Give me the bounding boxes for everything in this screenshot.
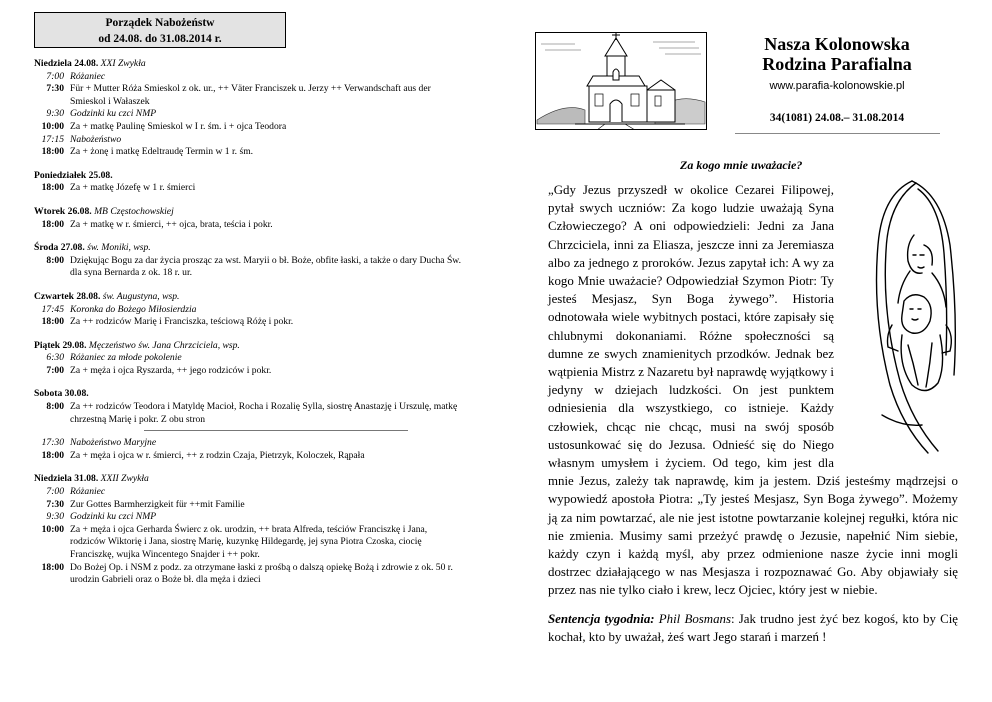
divider	[735, 133, 940, 134]
parish-title	[722, 34, 952, 74]
day-feast: św. Augustyna, wsp.	[102, 290, 180, 302]
schedule-header-title: Porządek Nabożeństw	[105, 17, 215, 29]
parish-url[interactable]: www.parafia-kolonowskie.pl	[769, 80, 905, 92]
mass-time: 18:00	[41, 146, 64, 158]
mass-entry	[34, 450, 464, 463]
mass-intention: Za + matkę Paulinę Smieskol w I r. śm. i + ojca Teodora	[70, 120, 287, 132]
sentence-of-week: Sentencja tygodnia: Phil Bosmans: Jak trudno jest żyć bez kogoś, kto by Cię kochał, kto by uważał, żeś wart Jego starań i marzeń !	[548, 611, 958, 644]
article-title: Za kogo mnie uważacie?	[680, 158, 803, 172]
mass-entry	[34, 316, 464, 329]
mass-intention: Za + męża i ojca Gerharda Świerc z ok. urodzin, ++ brata Alfreda, teściów Franciszkę i Jana, rodziców Wiktorię i Jana, siostrę Marię, kuzynkę Hildegardę, jej syna Piotra Czoska, ciocię Franciszkę, wujka Wincentego Snajder i ++ pokr.	[70, 523, 428, 560]
mass-intention: Za ++ rodziców Teodora i Matyldę Macioł, Rocha i Rozalię Sylla, siostrę Anastazję i Urszulę, matkę chrzestną Marię i pokr. Z obu stron	[70, 401, 458, 425]
day-heading	[34, 206, 464, 219]
day-heading	[34, 291, 464, 304]
day-feast: św. Moniki, wsp.	[87, 242, 151, 254]
mass-intention: Zur Gottes Barmherzigkeit für ++mit Familie	[70, 498, 245, 510]
mass-intention: Für + Mutter Róża Smieskol z ok. ur., ++ Väter Franciszek u. Jerzy ++ Verwandschaft aus der Smieskol i Wałaszek	[70, 83, 431, 107]
mass-time: 7:00	[46, 486, 64, 498]
mass-time: 6:30	[46, 352, 64, 364]
mass-intention: Nabożeństwo	[70, 133, 122, 145]
article-body-column	[548, 181, 958, 646]
mass-entry	[34, 511, 464, 524]
mass-time: 17:15	[41, 133, 64, 145]
parish-title-line2: Rodzina Parafialna	[762, 54, 912, 74]
day-date: Piątek 29.08.	[34, 339, 87, 351]
mass-intention: Za + żonę i matkę Edeltraudę Termin w 1 r. śm.	[70, 146, 254, 158]
mass-intention: Dziękując Bogu za dar życia prosząc za wst. Maryii o bł. Boże, obfite łaski, a także o dary Ducha Św. dla syna Bernarda z ok. 18 r. ur.	[70, 254, 461, 279]
mass-time: 18:00	[41, 316, 64, 328]
mass-intention: Nabożeństwo Maryjne	[70, 437, 157, 449]
mass-entry	[34, 304, 464, 317]
schedule-header-dates: od 24.08. do 31.08.2014 r.	[98, 33, 222, 45]
mass-time: 7:00	[46, 70, 64, 82]
mass-intention: Różaniec	[70, 70, 106, 82]
mass-intention: Za + matkę w r. śmierci, ++ ojca, brata, teścia i pokr.	[70, 218, 273, 230]
mass-time: 9:30	[46, 511, 64, 523]
sentence-text: : Jak trudno jest żyć bez kogoś, kto by Cię kochał, kto by uważał, żeś wart Jego starań i marzeń !	[548, 611, 958, 644]
mass-time: 7:00	[46, 364, 64, 376]
day-feast: MB Częstochowskiej	[94, 205, 174, 217]
mass-entry	[34, 108, 464, 121]
day-heading	[34, 388, 464, 401]
madonna-illustration	[842, 175, 962, 457]
schedule-day	[34, 388, 464, 462]
mass-intention: Koronka do Bożego Miłosierdzia	[70, 303, 197, 315]
mass-time: 17:30	[41, 437, 64, 449]
mass-time: 10:00	[41, 120, 64, 132]
mass-schedule	[34, 58, 464, 598]
mass-entry	[34, 524, 464, 562]
mass-time: 7:30	[46, 498, 64, 510]
mass-entry	[34, 219, 464, 232]
day-feast: XXII Zwykła	[100, 473, 149, 485]
issue-number: 34(1081) 24.08.– 31.08.2014	[769, 112, 905, 124]
mass-intention: Za ++ rodziców Marię i Franciszka, teściową Różę i pokr.	[70, 316, 294, 328]
schedule-day	[34, 291, 464, 329]
mass-time: 10:00	[41, 523, 64, 535]
mass-entry	[34, 401, 464, 426]
schedule-day	[34, 340, 464, 378]
day-heading	[34, 242, 464, 255]
mass-entry	[34, 182, 464, 195]
mass-intention: Za + męża i ojca Ryszarda, ++ jego rodziców i pokr.	[70, 364, 272, 376]
mass-intention: Różaniec za młode pokolenie	[70, 352, 182, 364]
mass-entry	[34, 83, 464, 108]
mass-time: 18:00	[41, 561, 64, 573]
sentence-author: Phil Bosmans	[658, 611, 731, 626]
mass-intention: Różaniec	[70, 486, 106, 498]
mass-time: 18:00	[41, 449, 64, 461]
mass-intention: Godzinki ku czci NMP	[70, 108, 157, 120]
day-date: Niedziela 24.08.	[34, 58, 99, 69]
mass-time: 18:00	[41, 218, 64, 230]
mass-entry	[34, 255, 464, 280]
mass-time: 8:00	[46, 401, 64, 413]
day-date: Czwartek 28.08.	[34, 290, 101, 302]
mass-time: 18:00	[41, 182, 64, 194]
mass-entry	[34, 486, 464, 499]
parish-title-line1: Nasza Kolonowska	[764, 34, 910, 54]
day-date: Sobota 30.08.	[34, 388, 89, 400]
schedule-day	[34, 242, 464, 280]
schedule-day	[34, 58, 464, 159]
day-feast: XXI Zwykła	[100, 58, 146, 69]
day-date: Środa 27.08.	[34, 242, 85, 254]
day-heading	[34, 58, 464, 71]
mass-time: 8:00	[46, 254, 64, 266]
mass-intention: Godzinki ku czci NMP	[70, 511, 157, 523]
mass-entry	[34, 71, 464, 84]
mass-entry	[34, 437, 464, 450]
mass-entry	[34, 121, 464, 134]
mass-time: 17:45	[41, 303, 64, 315]
mass-entry	[34, 562, 464, 587]
church-illustration	[535, 32, 707, 130]
article-body: „Gdy Jezus przyszedł w okolice Cezarei Filipowej, pytał swych uczniów: Za kogo ludzie uważają Syna Człowieczego? A oni odpowiedzieli: Jedni za Jana Chrzciciela, inni za Eliasza, jeszcze inni za Jeremiasza albo za jednego z proroków. Jezus zapytał ich: A wy za kogo Mnie uważacie? Odpowiedział Szymon Piotr: Ty jesteś Mesjasz, Syn Boga żywego”. Historia odnotowała wiele wybitnych postaci, które zapisały się chlubnymi dokonaniami. Różne społeczności są dumne ze swych znamienitych przodków. Jednak bez wątpienia Mistrz z Nazaretu był naprawdę wyjątkowy i jedyny w dziejach ludzkości. On jest punktem odniesienia dla wszystkiego, co istnieje. Każdy człowiek, chcąc nie chcąc, musi na swój sposób ustosunkować się do Jezusa. Odnieść się do Niego własnym umysłem i życiem. Od tego, kim jest dla mnie Jezus, zależy tak naprawdę, kim ja jestem. Dziś jesteśmy mądrzejsi o wypowiedź apostoła Piotra: „Ty jesteś Mesjasz, Syn Boga żywego”. Możemy ją za nim powtarzać, ale nie jest istotne powtarzanie kolejnej regułki, która nic nie zmienia. Musimy sami przeżyć prawdę o Jezusie, napełnić Nim siebie, każdy czyn i każdą myśl, aby przez odmienione nasze życie inni mogli dostrzec działającego w nas Mesjasza i rozpoznawać Go. Aby objawiały się przez nas nie tylko ciało i krew, lecz Ojciec, który jest w niebie.	[548, 183, 958, 598]
mass-time: 7:30	[46, 83, 64, 95]
day-heading	[34, 473, 464, 486]
day-date: Niedziela 31.08.	[34, 473, 99, 485]
mass-intention: Za + męża i ojca w r. śmierci, ++ z rodzin Czaja, Pietrzyk, Koloczek, Rąpała	[70, 449, 365, 461]
day-date: Poniedziałek 25.08.	[34, 169, 113, 181]
mass-entry	[34, 365, 464, 378]
mass-entry	[34, 352, 464, 365]
mass-intention: Do Bożej Op. i NSM z podz. za otrzymane łaski z prośbą o dalszą opiekę Bożą i zdrowie z ok. 50 r. urodzin Gabrieli oraz o Boże bł. dla męża i dzieci	[70, 561, 453, 586]
day-heading	[34, 340, 464, 353]
day-date: Wtorek 26.08.	[34, 205, 92, 217]
schedule-day	[34, 473, 464, 586]
day-heading	[34, 170, 464, 183]
schedule-header	[34, 12, 286, 48]
mass-entry	[34, 499, 464, 512]
separator-line	[144, 430, 408, 431]
mass-intention: Za + matkę Józefę w 1 r. śmierci	[70, 182, 196, 194]
mass-entry	[34, 134, 464, 147]
mass-time: 9:30	[46, 108, 64, 120]
mass-entry	[34, 146, 464, 159]
sentence-label: Sentencja tygodnia	[548, 611, 651, 626]
schedule-day	[34, 170, 464, 195]
schedule-day	[34, 206, 464, 231]
day-feast: Męczeństwo św. Jana Chrzciciela, wsp.	[88, 339, 240, 351]
